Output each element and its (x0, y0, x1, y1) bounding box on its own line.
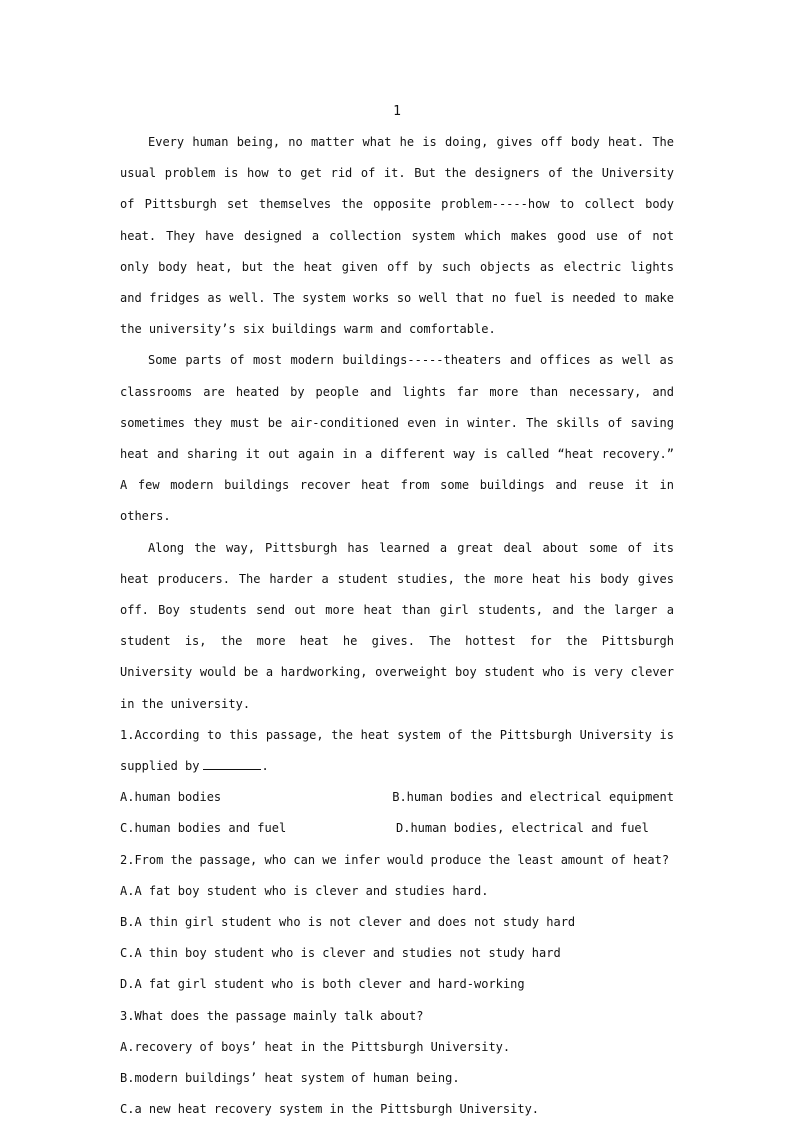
question-2-option-a: A.A fat boy student who is clever and studies hard. (120, 883, 489, 898)
passage-paragraph-1: Every human being, no matter what he is doing, gives off body heat. The usual problem is how to get rid of it. But the designers of the University of Pittsburgh set themselves the opposite problem-----how to collect body heat. They have designed a collection system which makes good use of not only body heat, but the heat given off by such objects as electric lights and fridges as well. The system works so well that no fuel is needed to make the university’s six buildings warm and comfortable. (120, 135, 674, 337)
question-2-option-c: C.A thin boy student who is clever and studies not study hard (120, 946, 561, 961)
passage-paragraph-2: Some parts of most modern buildings-----theaters and offices as well as classrooms are heated by people and lights far more than necessary, and sometimes they must be air-conditioned even in winter. The skills of saving heat and sharing it out again in a different way is called “heat recovery.” A few modern buildings recover heat from some buildings and reuse it in others. (120, 353, 674, 524)
passage-paragraph-3: Along the way, Pittsburgh has learned a great deal about some of its heat producers. The harder a student studies, the more heat his body gives off. Boy students send out more heat than girl students, and the larger a student is, the more heat he gives. The hottest for the Pittsburgh University would be a hardworking, overweight boy student who is very clever in the university. (120, 540, 674, 711)
question-1-option-a: A.human bodies (120, 790, 222, 805)
question-3-option-a: A.recovery of boys’ heat in the Pittsburgh University. (120, 1039, 511, 1054)
question-1-options-row-1 (120, 782, 674, 813)
page-number: 1 (393, 104, 401, 119)
question-3-option-c: C.a new heat recovery system in the Pittsburgh University. (120, 1102, 540, 1117)
question-1-option-d: D.human bodies, electrical and fuel (396, 821, 649, 836)
question-1-options-row-2 (120, 813, 674, 844)
question-3-option-b: B.modern buildings’ heat system of human being. (120, 1070, 460, 1085)
answer-blank (203, 757, 261, 770)
question-1-stem-end: . (261, 759, 269, 774)
question-2-option-b: B.A thin girl student who is not clever and does not study hard (120, 915, 576, 930)
question-3-stem: 3.What does the passage mainly talk about? (120, 1008, 424, 1023)
question-2-stem: 2.From the passage, who can we infer would produce the least amount of heat? (120, 852, 670, 867)
question-1-stem (120, 720, 674, 782)
question-1-option-b: B.human bodies and electrical equipment (392, 790, 674, 805)
question-1-text: 1.According to this passage, the heat system of the Pittsburgh University is supplied by (120, 727, 674, 774)
question-1-option-c: C.human bodies and fuel (120, 821, 287, 836)
document-page (120, 96, 674, 1125)
question-2-option-d: D.A fat girl student who is both clever and hard-working (120, 977, 525, 992)
